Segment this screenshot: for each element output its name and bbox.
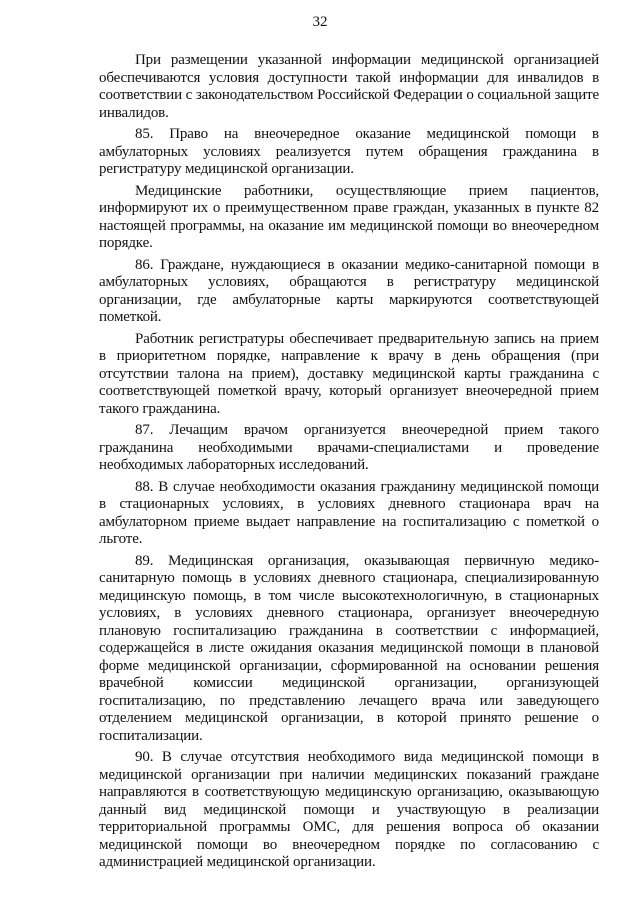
paragraph-85: 85. Право на внеочередное оказание медицинской помощи в амбулаторных условиях реализуется путем обращения гражданина в регистратуру медицинской организации.: [99, 126, 599, 177]
page-number: 32: [312, 14, 328, 30]
paragraph-90: 90. В случае отсутствия необходимого вида медицинской помощи в медицинской организации при наличии медицинских показаний граждане направляются в соответствующую медицинскую организацию, оказывающую данный вид медицинской помощи и участвующую в реализации территориальной программы ОМС, для решения вопроса об оказании медицинской помощи во внеочередном порядке по согласованию с администрацией медицинской организации.: [99, 749, 599, 870]
paragraph-medical-workers-inform: Медицинские работники, осуществляющие прием пациентов, информируют их о преимущественном праве граждан, указанных в пункте 82 настоящей программы, на оказание им медицинской помощи во внеочередном порядке.: [99, 182, 599, 251]
paragraph-88: 88. В случае необходимости оказания гражданину медицинской помощи в стационарных условиях, в условиях дневного стационара врач на амбулаторном приеме выдает направление на госпитализацию с пометкой о льготе.: [99, 478, 599, 547]
paragraph-registry-worker: Работник регистратуры обеспечивает предварительную запись на прием в приоритетном порядке, направление к врачу в день обращения (при отсутствии талона на прием), доставку медицинской карты гражданина с соответствующей пометкой врачу, который организует внеочередной прием такого гражданина.: [99, 330, 599, 417]
paragraph-accessibility-info: При размещении указанной информации медицинской организацией обеспечиваются условия доступности такой информации для инвалидов в соответствии с законодательством Российской Федерации о социальной защите инвалидов.: [99, 52, 599, 121]
paragraph-86: 86. Граждане, нуждающиеся в оказании медико-санитарной помощи в амбулаторных условиях, обращаются в регистратуру медицинской организации, где амбулаторные карты маркируются соответствующей пометкой.: [99, 256, 599, 325]
document-body: [99, 52, 599, 876]
paragraph-87: 87. Лечащим врачом организуется внеочередной прием такого гражданина необходимыми врачами-специалистами и проведение необходимых лабораторных исследований.: [99, 422, 599, 473]
paragraph-89: 89. Медицинская организация, оказывающая первичную медико-санитарную помощь в условиях дневного стационара, специализированную медицинскую помощь, в том числе высокотехнологичную, в стационарных условиях, в условиях дневного стационара, организует внеочередную плановую госпитализацию гражданина в соответствии с информацией, содержащейся в листе ожидания оказания медицинской помощи в плановой форме медицинской организации, сформированной на основании решения врачебной комиссии медицинской организации, организующей госпитализацию, по представлению лечащего врача или заведующего отделением медицинской организации, в которой принято решение о госпитализации.: [99, 552, 599, 744]
